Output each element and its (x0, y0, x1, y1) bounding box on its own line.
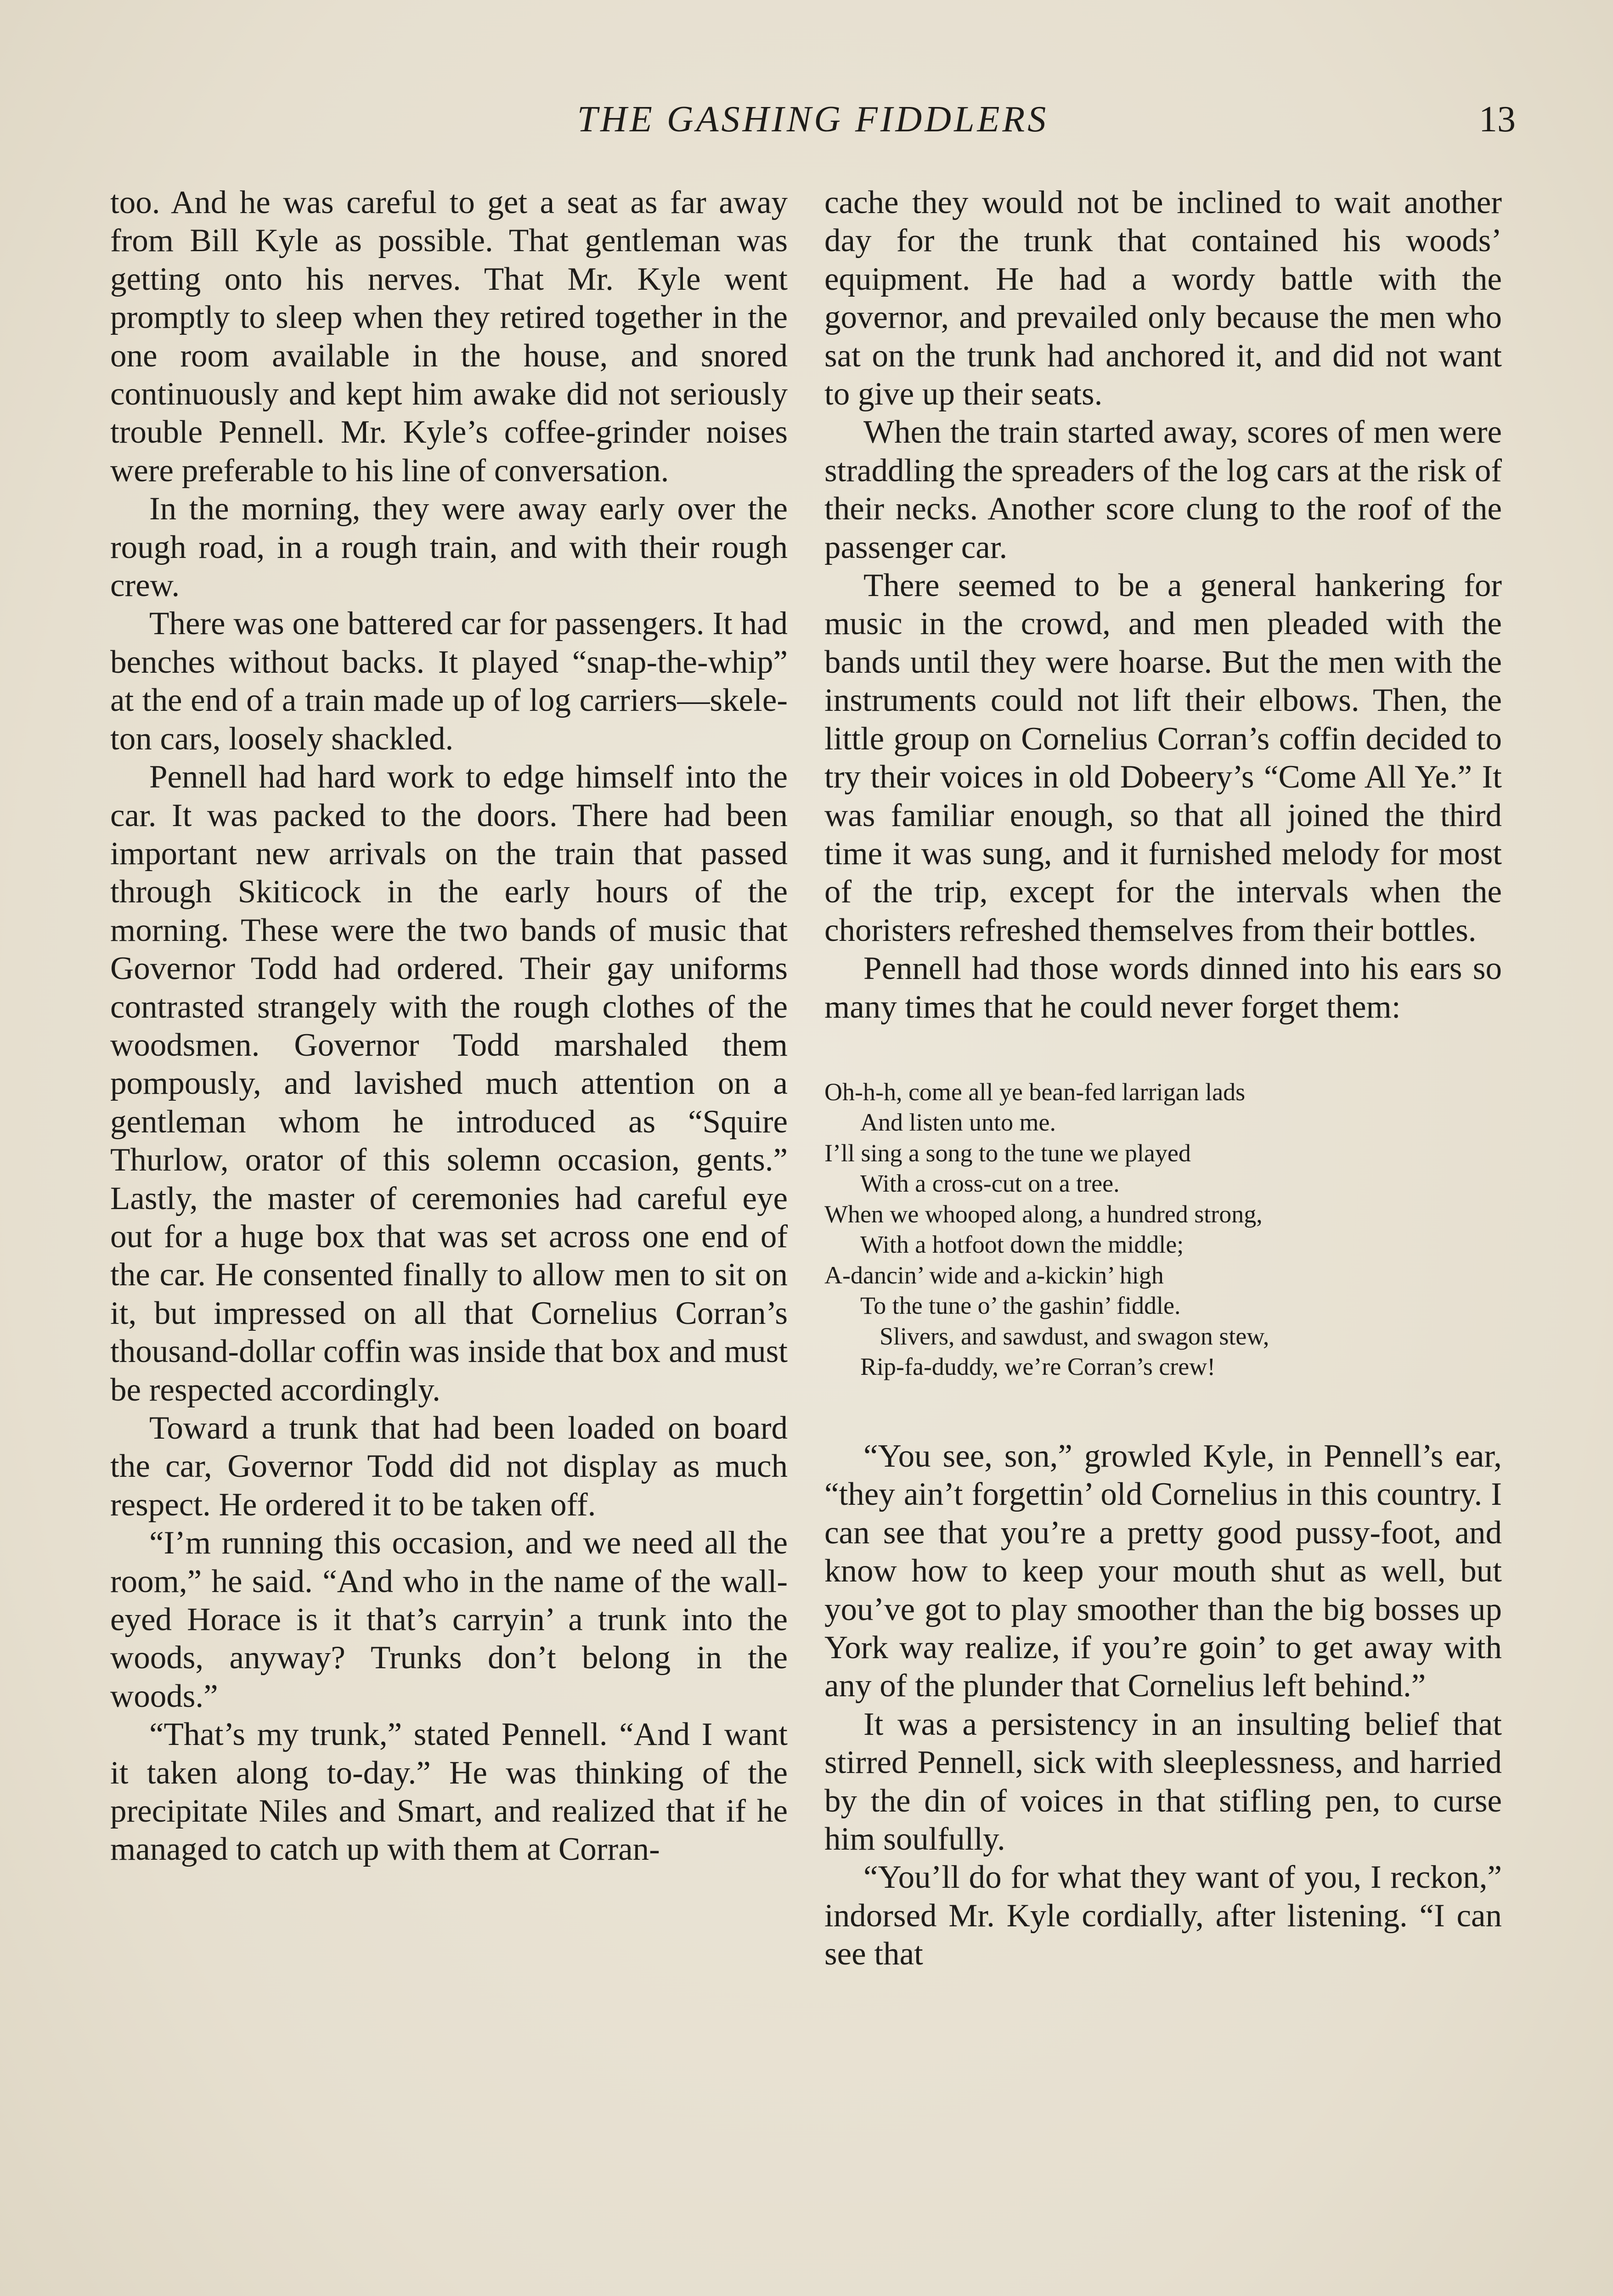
paragraph: cache they would not be inclined to wait another day for the trunk that contained his woods’ equipment. He had a wordy battle with the governor, and prevailed only because the men who sat on the trunk had anchored it, and did not want to give up their seats. (824, 185, 1502, 412)
verse-line: Rip-fa-duddy, we’re Corran’s crew! (860, 1353, 1216, 1381)
paragraph: Toward a trunk that had been loaded on board the car, Governor Todd did not display as much respect. He ordered it to be taken off. (110, 1410, 788, 1523)
running-title: THE GASHING FIDDLERS (577, 99, 1049, 140)
paragraph: “You see, son,” growled Kyle, in Pennell’s ear, “they ain’t forgettin’ old Cornelius in this country. I can see that you’re a pretty good pussy-foot, and know how to keep your mouth shut as well, but you’ve got to play smoother than the big bosses up York way realize, if you’re goin’ to get away with any of the plunder that Cornelius left behind.” (824, 1438, 1502, 1704)
verse-line: With a hotfoot down the middle; (860, 1231, 1184, 1259)
paragraph: It was a persistency in an insulting belief that stirred Pennell, sick with sleeplessness, and harried by the din of voices in that stifling pen, to curse him soulfully. (824, 1706, 1502, 1857)
verse-line: I’ll sing a song to the tune we played (824, 1139, 1191, 1167)
paragraph: When the train started away, scores of men were straddling the spreaders of the log cars at the risk of their necks. Another score clung to the roof of the passenger car. (824, 414, 1502, 565)
left-column (110, 184, 788, 1869)
song-verse (824, 1077, 1502, 1382)
paragraph: “I’m running this occasion, and we need all the room,” he said. “And who in the name of the wall-eyed Horace is it that’s carryin’ a trunk into the woods, anyway? Trunks don’t belong in the woods.” (110, 1525, 788, 1714)
paragraph: There was one battered car for passengers. It had benches without backs. It played “snap-the-whip” at the end of a train made up of log carriers—skeleton cars, loosely shackled. (110, 606, 788, 757)
verse-line: Slivers, and sawdust, and swagon stew, (880, 1322, 1269, 1350)
paragraph: In the morning, they were away early over the rough road, in a rough train, and with their rough crew. (110, 491, 788, 604)
paragraph: Pennell had those words dinned into his ears so many times that he could never forget them: (824, 951, 1502, 1025)
page-header (110, 96, 1516, 147)
page-number: 13 (1479, 99, 1516, 140)
verse-line: And listen unto me. (860, 1109, 1056, 1137)
right-column (824, 184, 1502, 1974)
paragraph: Pennell had hard work to edge himself into the car. It was packed to the doors. There had been important new arrivals on the train that passed through Skiticock in the early hours of the morning. These were the two bands of music that Governor Todd had ordered. Their gay uniforms contrasted strangely with the rough clothes of the woodsmen. Governor Todd marshaled them pompously, and lavished much attention on a gentleman whom he introduced as “Squire Thurlow, orator of this solemn occasion, gents.” Lastly, the master of ceremonies had careful eye out for a huge box that was set across one end of the car. He consented finally to allow men to sit on it, but impressed on all that Cornelius Corran’s thousand-dollar coffin was inside that box and must be respected accordingly. (110, 759, 788, 1408)
verse-line: To the tune o’ the gashin’ fiddle. (860, 1292, 1181, 1320)
paragraph: “That’s my trunk,” stated Pennell. “And I want it taken along to-day.” He was thinking of the precipitate Niles and Smart, and realized that if he managed to catch up with them at Corran- (110, 1716, 788, 1868)
verse-line: A-dancin’ wide and a-kickin’ high (824, 1261, 1164, 1289)
verse-line: Oh-h-h, come all ye bean-fed larrigan lads (824, 1078, 1246, 1106)
paragraph: “You’ll do for what they want of you, I reckon,” indorsed Mr. Kyle cordially, after listening. “I can see that (824, 1859, 1502, 1972)
verse-line: When we whooped along, a hundred strong, (824, 1200, 1263, 1228)
verse-line: With a cross-cut on a tree. (860, 1170, 1120, 1198)
paragraph: There seemed to be a general hankering for music in the crowd, and men pleaded with the bands until they were hoarse. But the men with the instruments could not lift their elbows. Then, the little group on Cornelius Corran’s coffin decided to try their voices in old Dobeery’s “Come All Ye.” It was familiar enough, so that all joined the third time it was sung, and it furnished melody for most of the trip, except for the intervals when the choristers refreshed themselves from their bottles. (824, 568, 1502, 948)
paragraph: too. And he was careful to get a seat as far away from Bill Kyle as possible. That gentleman was getting onto his nerves. That Mr. Kyle went promptly to sleep when they retired together in the one room available in the house, and snored continuously and kept him awake did not seriously trouble Pennell. Mr. Kyle’s coffee-grinder noises were preferable to his line of conversation. (110, 185, 788, 489)
